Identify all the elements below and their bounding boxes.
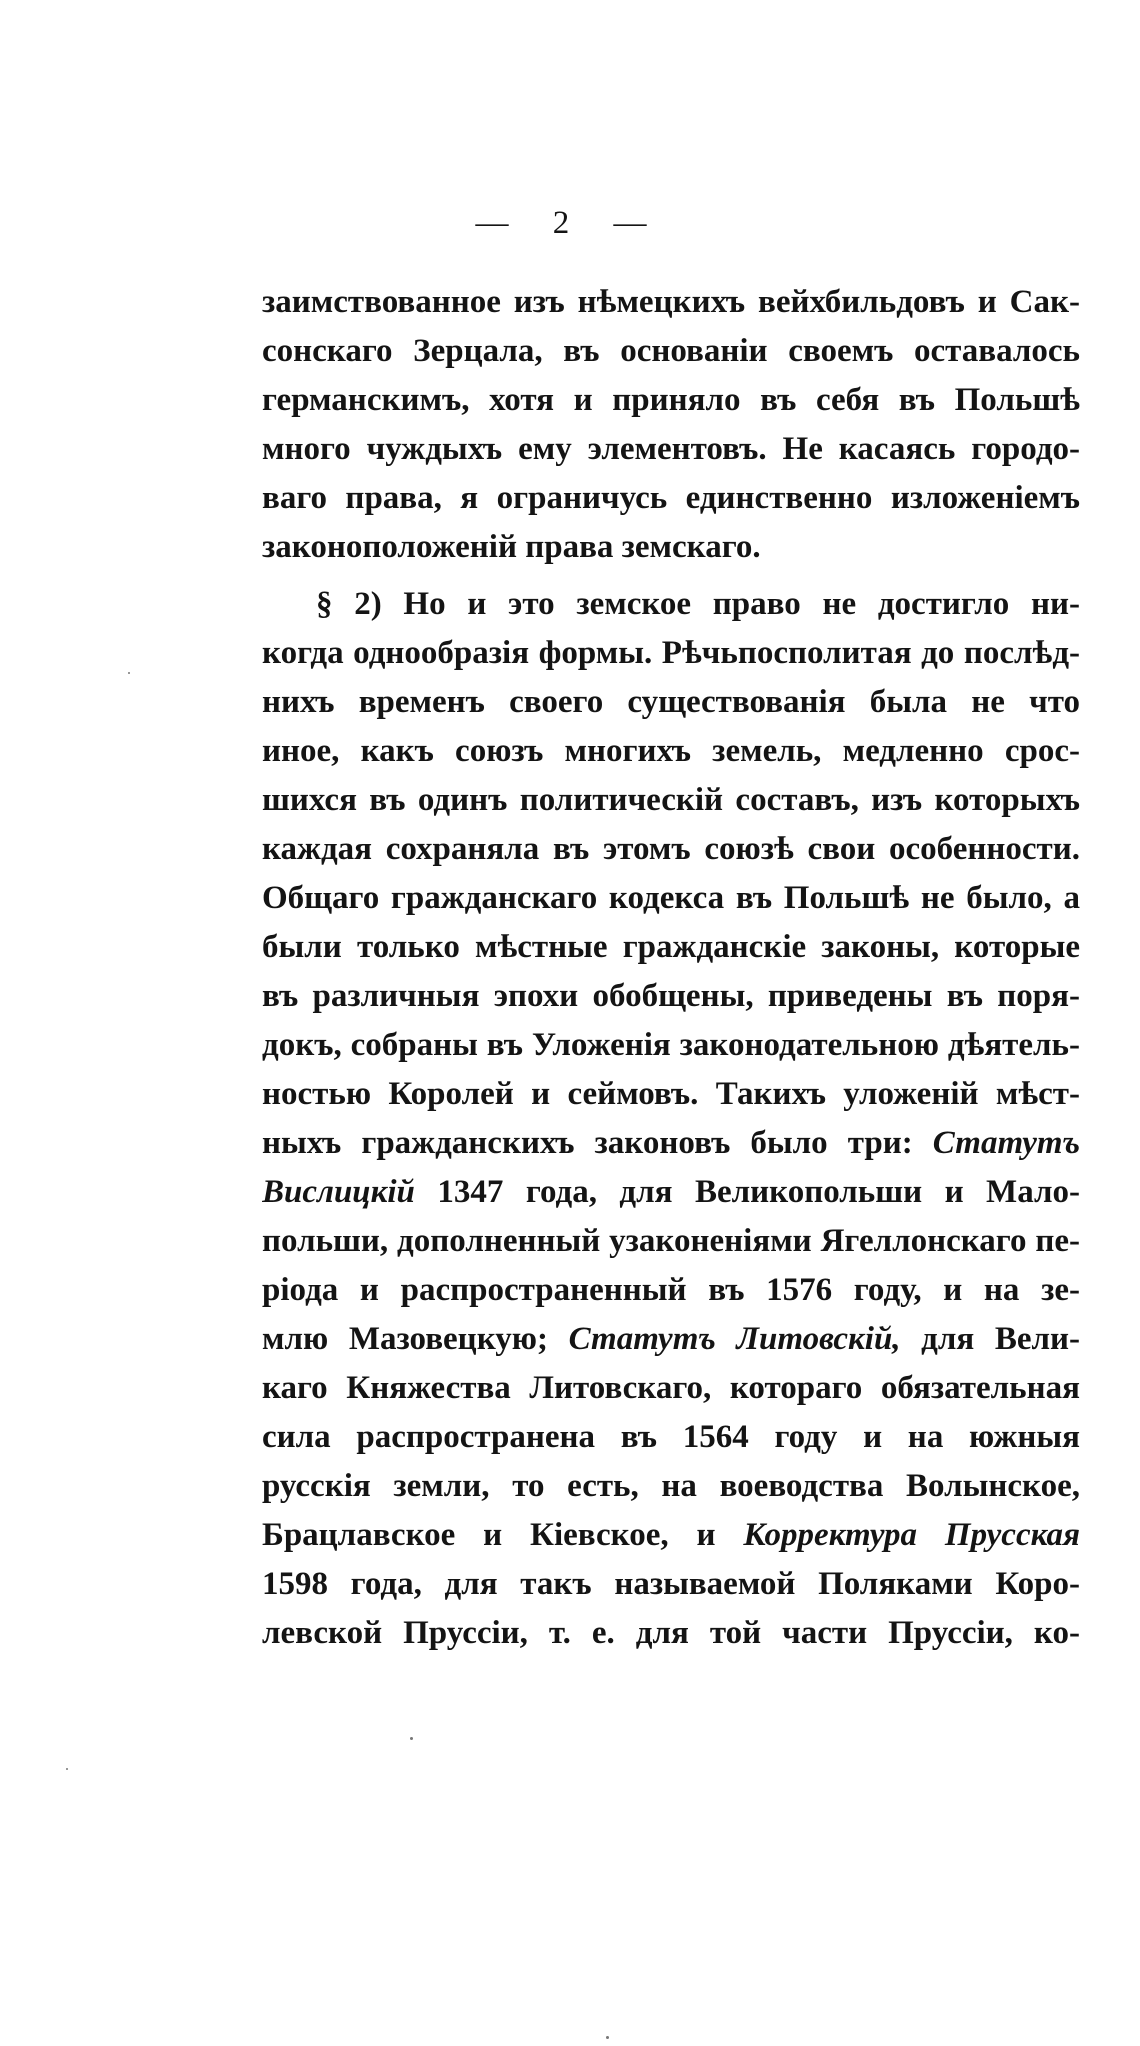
- text-line: сила распространена въ 1564 году и на южныя: [262, 1419, 1080, 1455]
- text-line: [262, 1119, 1080, 1168]
- text-line: [262, 1168, 1080, 1217]
- text-line: русскія земли, то есть, на воеводства Волынское,: [262, 1468, 1080, 1504]
- statute-title: Статутъ Литовскій,: [568, 1321, 901, 1357]
- text-line: Общаго гражданскаго кодекса въ Польшѣ не было, а: [262, 880, 1080, 916]
- text-line: каждая сохраняла въ этомъ союзѣ свои особенности.: [262, 831, 1080, 867]
- paragraph-1: [262, 278, 1080, 572]
- text-line: левской Пруссіи, т. е. для той части Пруссіи, ко-: [262, 1615, 1080, 1651]
- text-line: нихъ временъ своего существованія была не что: [262, 684, 1080, 720]
- paragraph-2: [262, 580, 1080, 1658]
- text-line: каго Княжества Литовскаго, котораго обязательная: [262, 1370, 1080, 1406]
- line-segment: 1347 года, для Великопольши и Мало-: [414, 1174, 1080, 1210]
- page-number: — 2 —: [475, 205, 665, 241]
- text-line: 1598 года, для такъ называемой Поляками Коро-: [262, 1566, 1080, 1602]
- line-segment: ныхъ гражданскихъ законовъ было три:: [262, 1125, 933, 1161]
- text-line: [262, 1511, 1080, 1560]
- statute-title: Вислицкій: [262, 1174, 415, 1210]
- body-text: [262, 278, 1080, 1658]
- text-line: польши, дополненный узаконеніями Ягеллонскаго пе-: [262, 1223, 1080, 1259]
- statute-title: Статутъ: [932, 1125, 1080, 1161]
- scan-speck: [66, 1768, 68, 1770]
- text-line: были только мѣстные гражданскіе законы, которые: [262, 929, 1080, 965]
- text-line: ріода и распространенный въ 1576 году, и на зе-: [262, 1272, 1080, 1308]
- text-line: ностью Королей и сеймовъ. Такихъ уложеній мѣст-: [262, 1076, 1080, 1112]
- text-line: заимствованное изъ нѣмецкихъ вейхбильдовъ и Сак-: [262, 284, 1080, 320]
- scan-speck: [606, 2036, 609, 2039]
- text-line: шихся въ одинъ политическій составъ, изъ которыхъ: [262, 782, 1080, 818]
- text-line: § 2) Но и это земское право не достигло ни-: [316, 586, 1080, 622]
- text-line: сонскаго Зерцала, въ основаніи своемъ оставалось: [262, 333, 1080, 369]
- line-segment: Брацлавское и Кіевское, и: [262, 1517, 744, 1553]
- text-line: докъ, собраны въ Уложенія законодательною дѣятель-: [262, 1027, 1080, 1063]
- text-line: [262, 1315, 1080, 1364]
- scan-speck: [128, 672, 130, 674]
- statute-title: Корректура Прусская: [743, 1517, 1080, 1553]
- line-segment: для Вели-: [900, 1321, 1080, 1357]
- text-line: ваго права, я ограничусь единственно изложеніемъ: [262, 480, 1080, 516]
- text-line: законоположеній права земскаго.: [262, 529, 761, 565]
- scan-speck: [410, 1737, 413, 1740]
- text-line: много чуждыхъ ему элементовъ. Не касаясь городо-: [262, 431, 1080, 467]
- text-line: когда однообразія формы. Рѣчьпосполитая до послѣд-: [262, 635, 1080, 671]
- text-line: въ различныя эпохи обобщены, приведены въ поря-: [262, 978, 1080, 1014]
- text-line: иное, какъ союзъ многихъ земель, медленно срос-: [262, 733, 1080, 769]
- line-segment: млю Мазовецкую;: [262, 1321, 569, 1357]
- text-line: германскимъ, хотя и приняло въ себя въ Польшѣ: [262, 382, 1080, 418]
